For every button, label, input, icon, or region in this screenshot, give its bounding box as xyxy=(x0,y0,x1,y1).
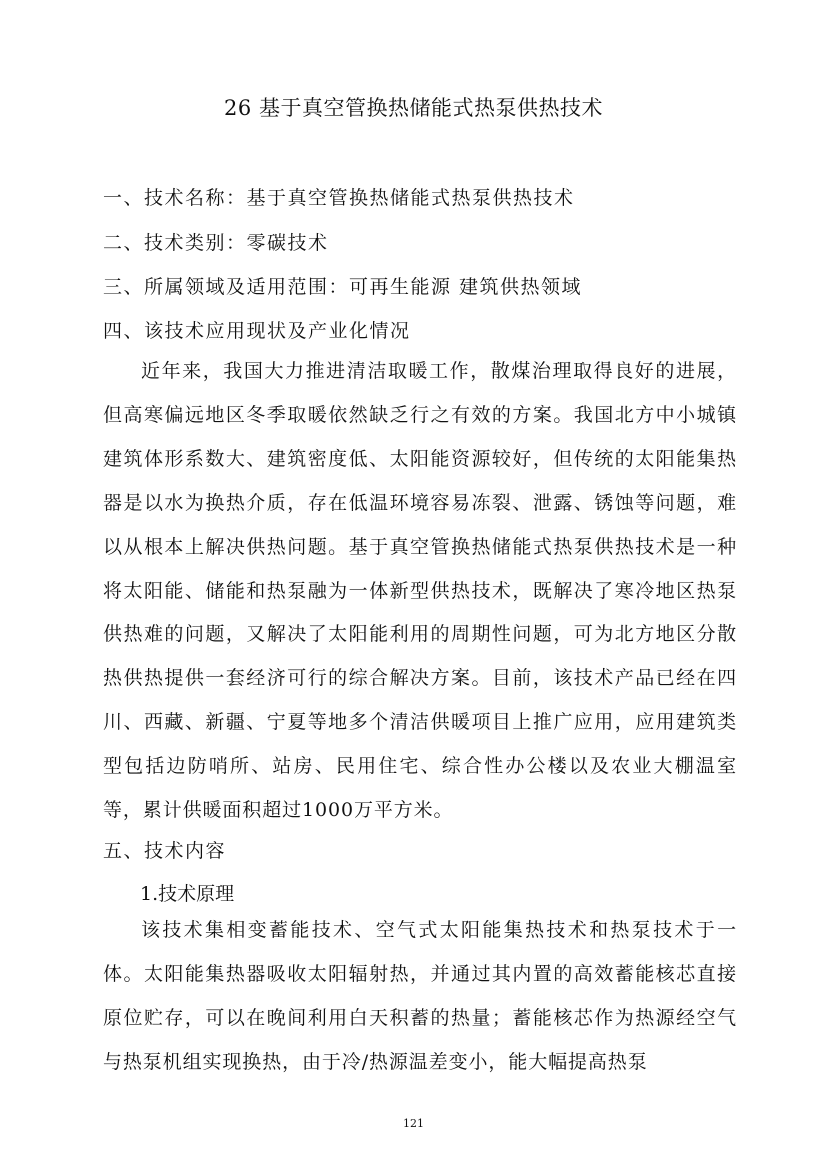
section-technology-name: 一、技术名称：基于真空管换热储能式热泵供热技术 xyxy=(103,187,575,209)
paragraph-technology-principle: 该技术集相变蓄能技术、空气式太阳能集热技术和热泵技术于一体。太阳能集热器吸收太阳辐射热，并通过其内置的高效蓄能核芯直接原位贮存，可以在晚间利用白天积蓄的热量；蓄能核芯作为热源经空气与热泵机组实现换热，由于冷/热源温差变小，能大幅提高热泵 xyxy=(103,919,737,1073)
section-application-status: 四、该技术应用现状及产业化情况 xyxy=(103,320,411,342)
section-technology-category: 二、技术类别：零碳技术 xyxy=(103,232,329,254)
page-number: 121 xyxy=(403,1117,424,1130)
section-technology-content: 五、技术内容 xyxy=(103,840,227,862)
section-field-scope: 三、所属领域及适用范围：可再生能源 建筑供热领域 xyxy=(103,276,583,298)
subheading-technology-principle: 1.技术原理 xyxy=(140,883,235,905)
document-title: 26 基于真空管换热储能式热泵供热技术 xyxy=(224,96,603,120)
paragraph-application-status: 近年来，我国大力推进清洁取暖工作，散煤治理取得良好的进展，但高寒偏远地区冬季取暖依然缺乏行之有效的方案。我国北方中小城镇建筑体形系数大、建筑密度低、太阳能资源较好，但传统的太阳能集热器是以水为换热介质，存在低温环境容易冻裂、泄露、锈蚀等问题，难以从根本上解决供热问题。基于真空管换热储能式热泵供热技术是一种将太阳能、储能和热泵融为一体新型供热技术，既解决了寒冷地区热泵供热难的问题，又解决了太阳能利用的周期性问题，可为北方地区分散热供热提供一套经济可行的综合解决方案。目前，该技术产品已经在四川、西藏、新疆、宁夏等地多个清洁供暖项目上推广应用，应用建筑类型包括边防哨所、站房、民用住宅、综合性办公楼以及农业大棚温室等，累计供暖面积超过1000万平方米。 xyxy=(103,360,737,822)
